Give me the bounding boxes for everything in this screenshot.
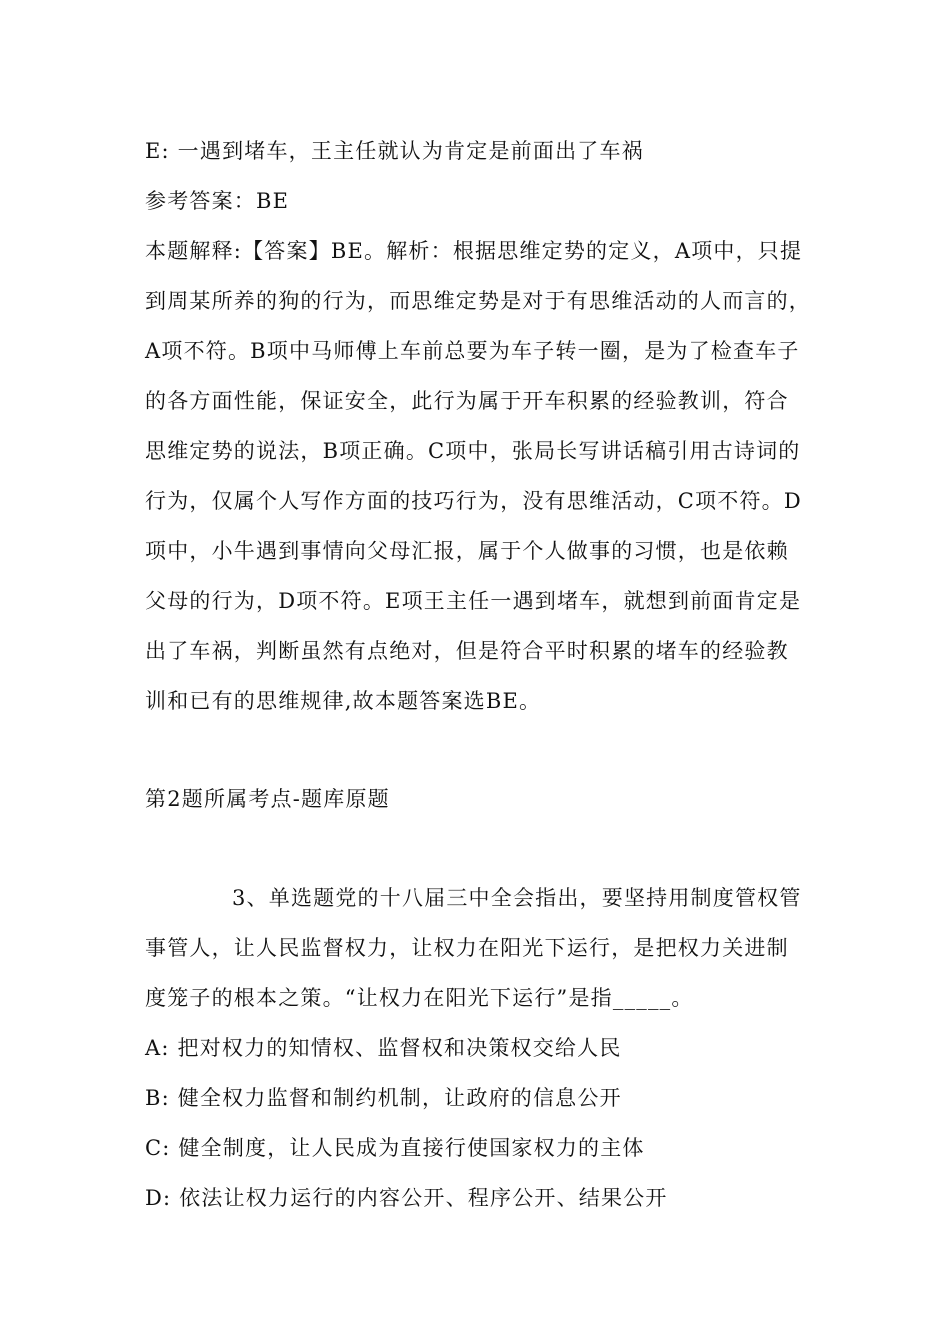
explanation-line: 项中，小牛遇到事情向父母汇报，属于个人做事的习惯，也是依赖 xyxy=(145,539,789,563)
option-b: B: 健全权力监督和制约机制，让政府的信息公开 xyxy=(145,1086,622,1110)
option-d: D: 依法让权力运行的内容公开、程序公开、结果公开 xyxy=(145,1186,668,1210)
previous-option-e: E: 一遇到堵车，王主任就认为肯定是前面出了车祸 xyxy=(145,139,644,163)
explanation-line: 父母的行为，D项不符。E项王主任一遇到堵车，就想到前面肯定是 xyxy=(145,589,802,613)
explanation-line: 到周某所养的狗的行为，而思维定势是对于有思维活动的人而言的， xyxy=(145,289,811,313)
question-line: 度笼子的根本之策。“让权力在阳光下运行”是指_____。 xyxy=(145,986,694,1010)
option-c: C: 健全制度，让人民成为直接行使国家权力的主体 xyxy=(145,1136,645,1160)
reference-answer: 参考答案：BE xyxy=(145,189,290,213)
question-line: 事管人，让人民监督权力，让权力在阳光下运行，是把权力关进制 xyxy=(145,936,789,960)
option-a: A: 把对权力的知情权、监督权和决策权交给人民 xyxy=(145,1036,622,1060)
explanation-line: 本题解释:【答案】BE。解析：根据思维定势的定义，A项中，只提 xyxy=(145,239,803,263)
section-note: 第2题所属考点-题库原题 xyxy=(145,787,390,811)
question-line: 3、单选题党的十八届三中全会指出，要坚持用制度管权管 xyxy=(232,886,802,910)
explanation-line: 行为，仅属个人写作方面的技巧行为，没有思维活动，C项不符。D xyxy=(145,489,802,513)
explanation-line: 训和已有的思维规律,故本题答案选BE。 xyxy=(145,689,542,713)
explanation-line: 的各方面性能，保证安全，此行为属于开车积累的经验教训，符合 xyxy=(145,389,789,413)
explanation-line: 思维定势的说法，B项正确。C项中，张局长写讲话稿引用古诗词的 xyxy=(145,439,801,463)
explanation-line: 出了车祸，判断虽然有点绝对，但是符合平时积累的堵车的经验教 xyxy=(145,639,789,663)
explanation-line: A项不符。B项中马师傅上车前总要为车子转一圈，是为了检查车子 xyxy=(145,339,800,363)
